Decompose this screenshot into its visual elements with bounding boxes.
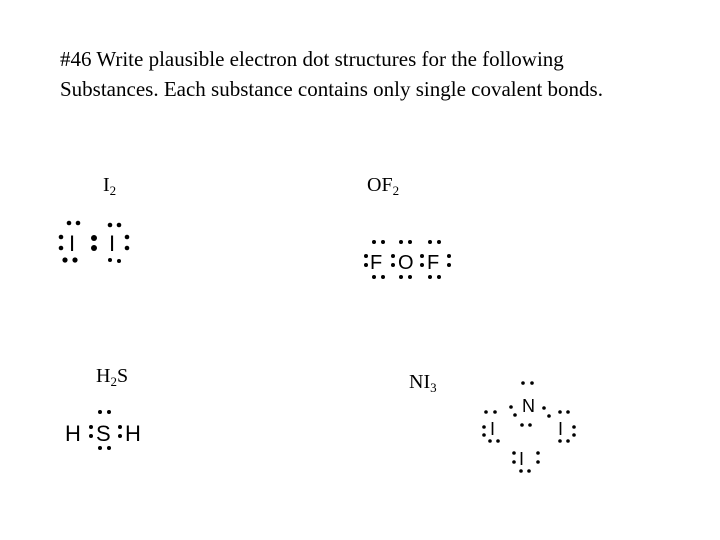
label-i2: $I_2$	[103, 174, 117, 198]
ni3-atom-n: N	[522, 396, 535, 416]
ni3-atom-i-left: I	[490, 419, 496, 439]
question-text	[60, 44, 710, 104]
of2-atom-f-left: F	[370, 252, 383, 274]
question-line-1: #46 Write plausible electron dot structures for the following	[60, 47, 564, 71]
i2-dot-structure	[55, 215, 140, 267]
h2s-dot-structure	[62, 405, 157, 455]
h2s-atom-h-right: H	[125, 421, 141, 446]
of2-atom-f-right: F	[427, 252, 440, 274]
ni3-atom-i-bottom: I	[519, 449, 525, 469]
label-h2s: $H_2S$	[96, 365, 129, 389]
h2s-atom-s: S	[96, 421, 111, 446]
label-ni3: $NI_3$	[409, 371, 437, 395]
i2-atom-1: I	[69, 231, 76, 256]
of2-atom-o: O	[398, 252, 414, 274]
question-line-2: Substances. Each substance contains only single covalent bonds.	[60, 77, 603, 101]
ni3-dot-structure	[478, 375, 583, 480]
of2-dot-structure	[362, 235, 457, 283]
ni3-atom-i-right: I	[558, 419, 564, 439]
label-of2: $OF_2$	[367, 174, 400, 198]
i2-atom-2: I	[109, 231, 116, 256]
h2s-atom-h-left: H	[65, 421, 81, 446]
